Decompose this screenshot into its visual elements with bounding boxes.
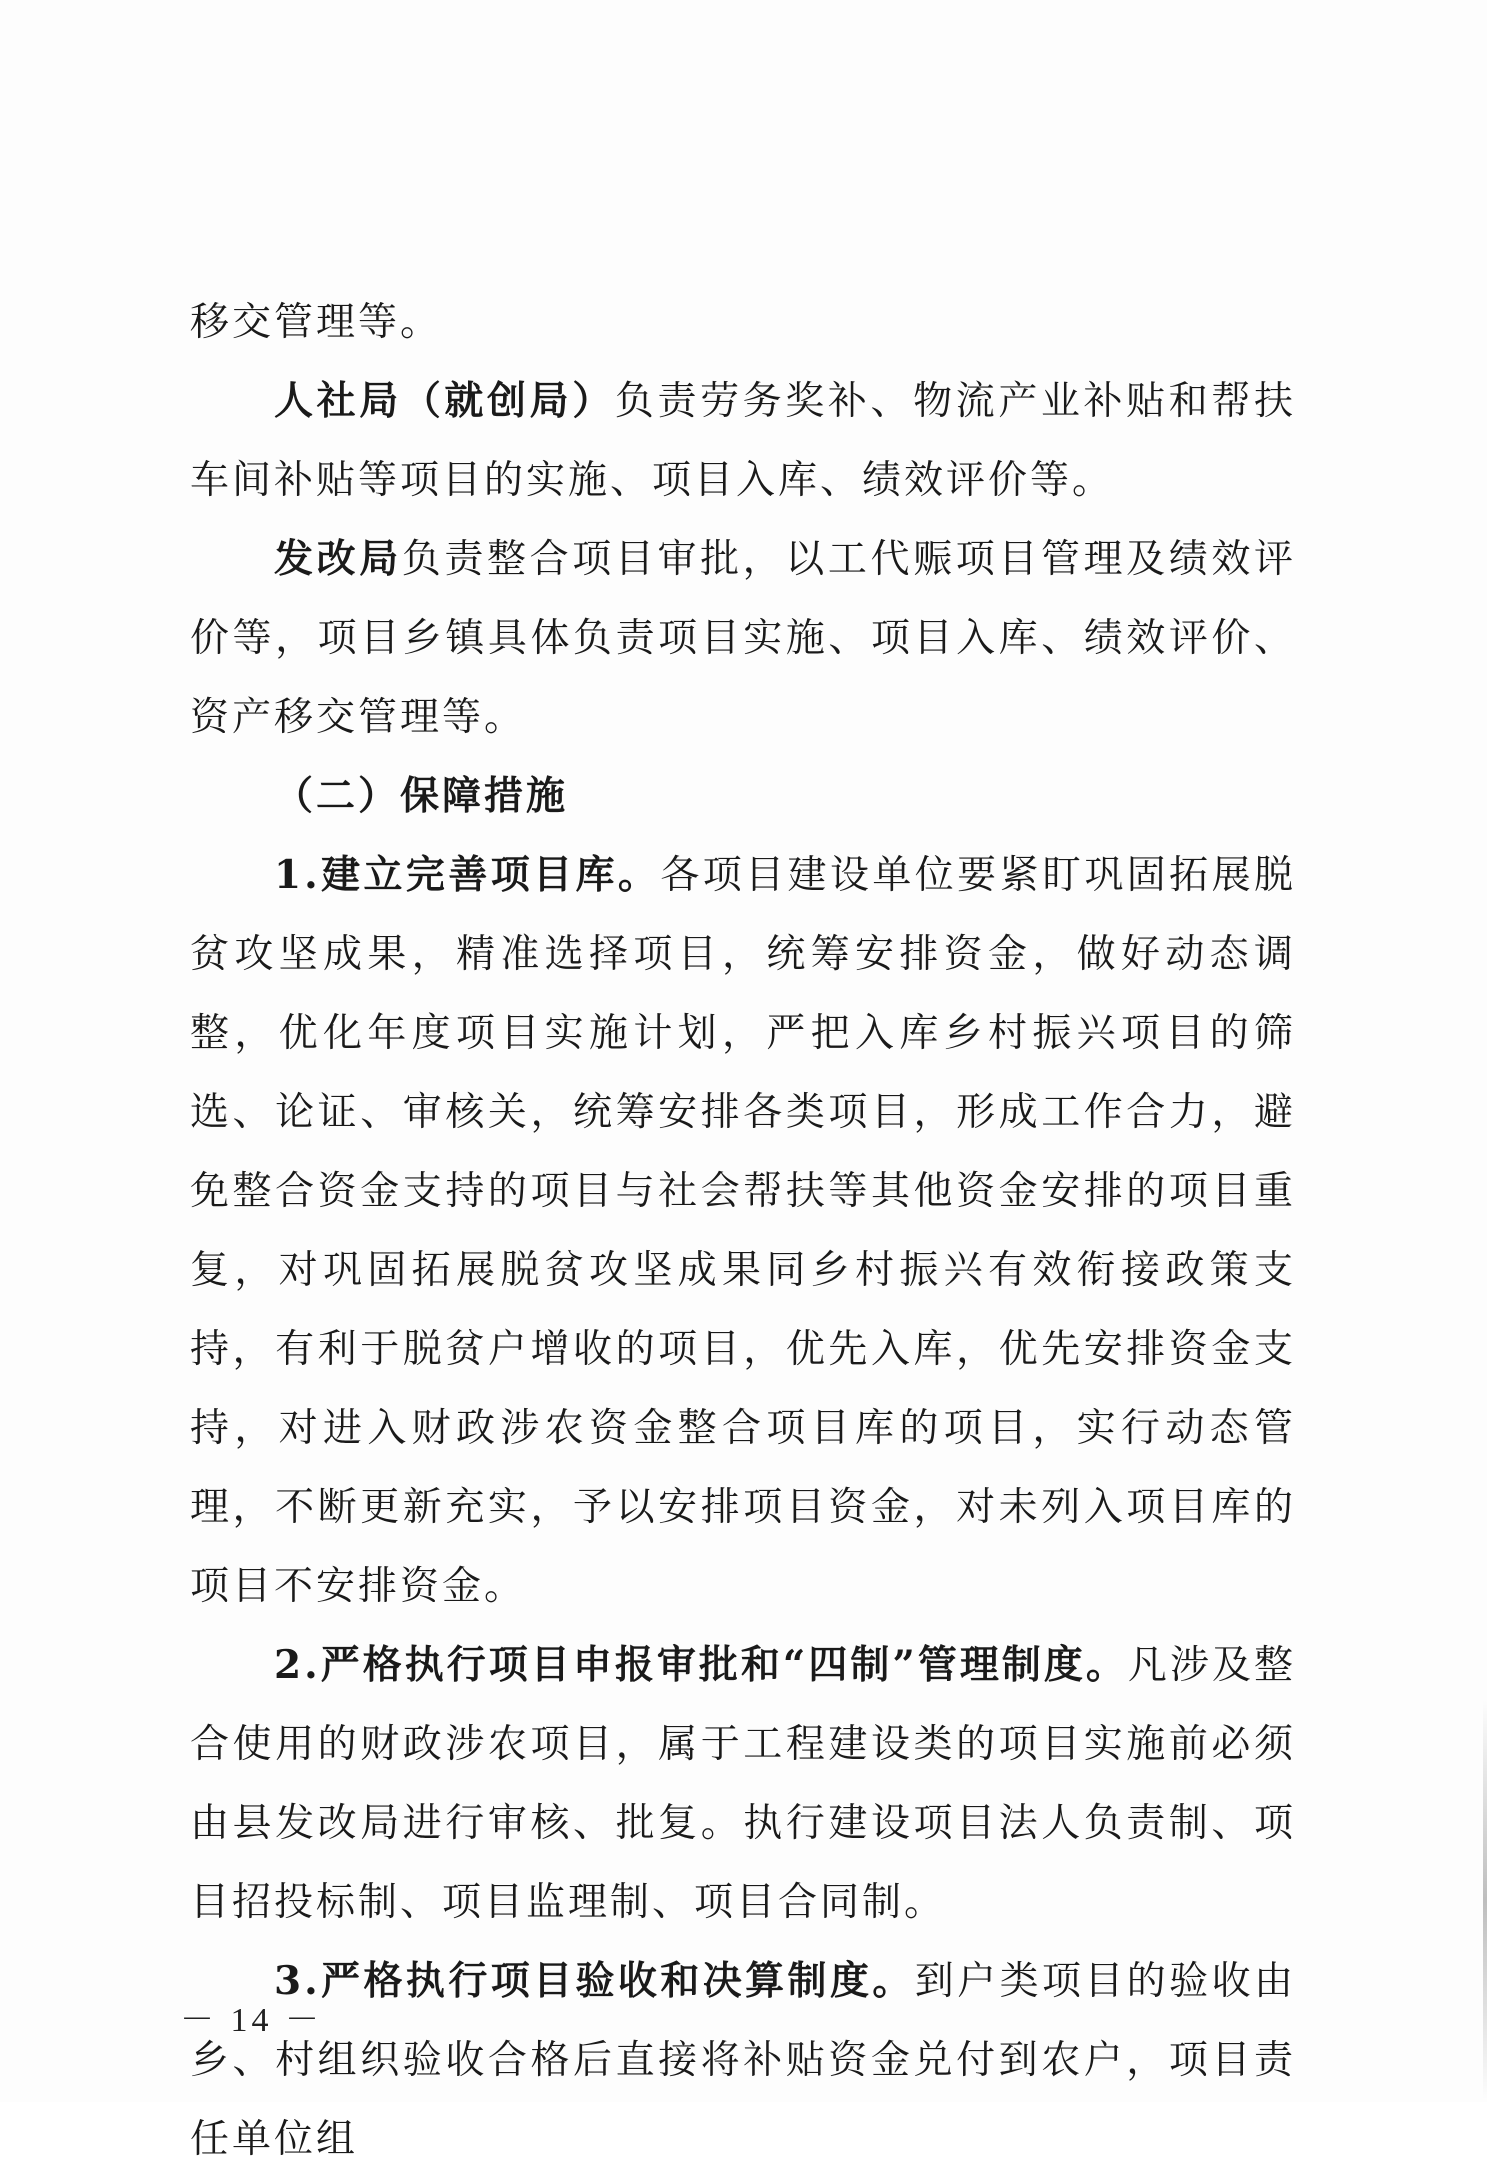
- page-number: － 14 －: [180, 2002, 323, 2039]
- paragraph-ndrc-bureau: [190, 520, 1296, 757]
- paragraph-lead: 3.严格执行项目验收和决算制度。: [274, 1958, 915, 2004]
- paragraph-text: 各项目建设单位要紧盯巩固拓展脱贫攻坚成果，精准选择项目，统筹安排资金，做好动态调整，优化年度项目实施计划，严把入库乡村振兴项目的筛选、论证、审核关，统筹安排各类项目，形成工作合力，避免整合资金支持的项目与社会帮扶等其他资金安排的项目重复，对巩固拓展脱贫攻坚成果同乡村振兴有效衔接政策支持，有利于脱贫户增收的项目，优先入库，优先安排资金支持，对进入财政涉农资金整合项目库的项目，实行动态管理，不断更新充实，予以安排项目资金，对未列入项目库的项目不安排资金。: [190, 853, 1296, 1609]
- paragraph-continuation: [190, 283, 1296, 362]
- paragraph-item-3: [190, 1942, 1296, 2179]
- paragraph-text: 负责劳务奖补、物流产业补贴和帮扶车间补贴等项目的实施、项目入库、绩效评价等。: [190, 379, 1296, 503]
- paragraph-text: 负责整合项目审批，以工代赈项目管理及绩效评价等，项目乡镇具体负责项目实施、项目入库、绩效评价、资产移交管理等。: [190, 537, 1296, 740]
- scan-edge-shadow: [1483, 1700, 1487, 2100]
- paragraph-text: 到户类项目的验收由乡、村组织验收合格后直接将补贴资金兑付到农户，项目责任单位组: [190, 1959, 1296, 2162]
- paragraph-lead: 发改局: [274, 536, 402, 582]
- section-heading-text: （二）保障措施: [274, 773, 569, 819]
- paragraph-hrss-bureau: [190, 362, 1296, 520]
- document-body: [190, 283, 1296, 2179]
- paragraph-lead: 2.严格执行项目申报审批和“四制”管理制度。: [274, 1642, 1128, 1688]
- paragraph-lead: 1.建立完善项目库。: [274, 852, 661, 898]
- paragraph-item-2: [190, 1626, 1296, 1942]
- section-heading: [190, 757, 1296, 836]
- paragraph-text: 凡涉及整合使用的财政涉农项目，属于工程建设类的项目实施前必须由县发改局进行审核、批复。执行建设项目法人负责制、项目招投标制、项目监理制、项目合同制。: [190, 1643, 1296, 1925]
- paragraph-text: 移交管理等。: [190, 300, 443, 345]
- paragraph-lead: 人社局（就创局）: [274, 378, 615, 424]
- paragraph-item-1: [190, 836, 1296, 1626]
